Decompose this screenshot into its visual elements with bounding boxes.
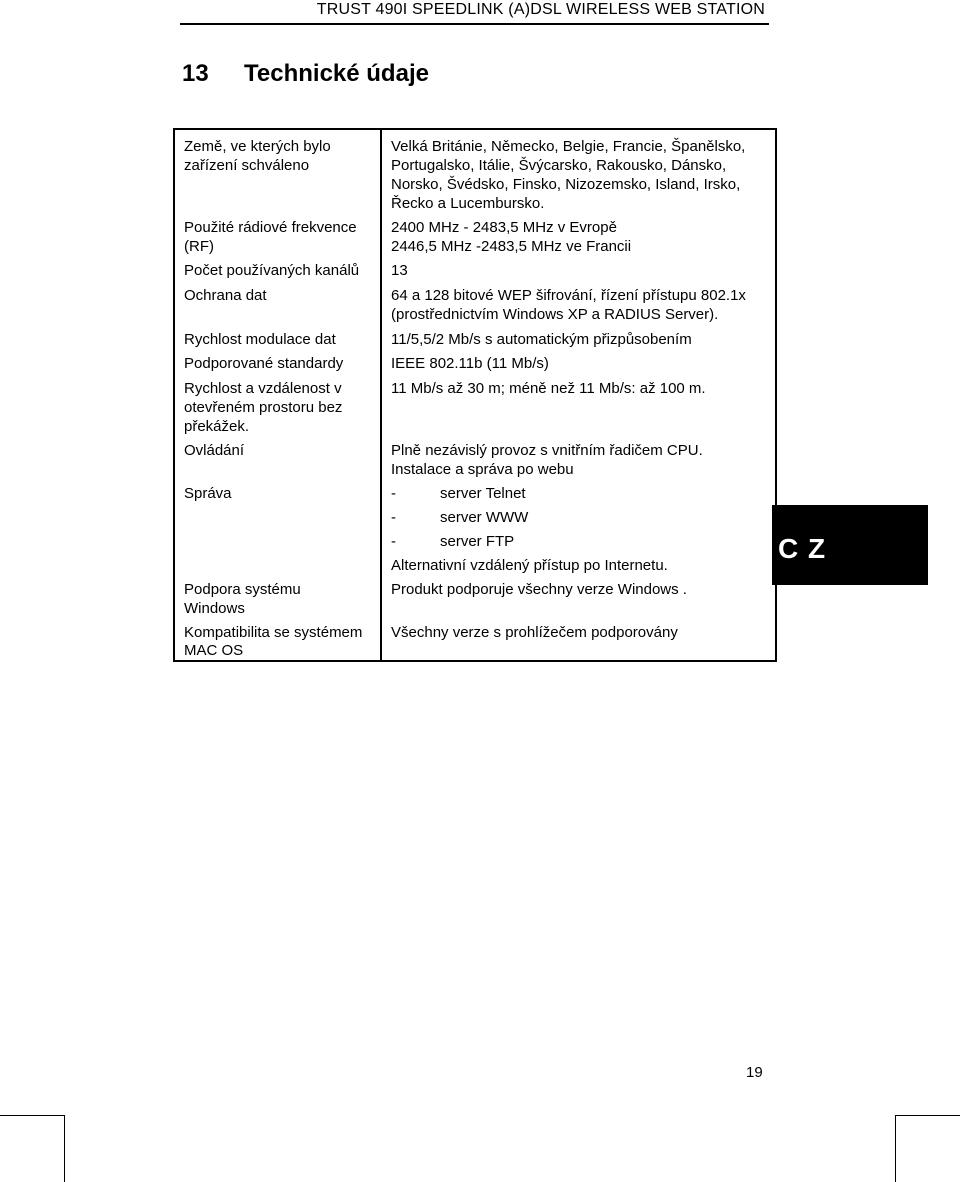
channels-label: Počet používaných kanálů [184, 262, 360, 279]
crop-mark [895, 1115, 960, 1116]
running-header: TRUST 490I SPEEDLINK (A)DSL WIRELESS WEB STATION [316, 1, 765, 18]
management-item-ftp: server FTP [440, 533, 515, 550]
channels-value: 13 [391, 262, 408, 279]
management-bullet: - [391, 509, 396, 526]
management-bullet: - [391, 533, 396, 550]
management-bullet: - [391, 485, 396, 502]
crop-mark [0, 1115, 64, 1116]
management-note: Alternativní vzdálený přístup po Internetu. [391, 557, 668, 574]
range-label-line-2: otevřeném prostoru bez [184, 399, 343, 416]
frequency-label-line-2: (RF) [184, 238, 214, 255]
frequency-label-line-1: Použité rádiové frekvence [184, 219, 357, 236]
section-heading [182, 60, 429, 88]
crop-mark [64, 1115, 65, 1182]
mac-label-line-1: Kompatibilita se systémem [184, 624, 363, 641]
countries-value-line-1: Velká Británie, Německo, Belgie, Francie, Španělsko, [391, 138, 746, 155]
page-number: 19 [746, 1064, 763, 1081]
countries-label-line-2: zařízení schváleno [184, 157, 310, 174]
modulation-value: 11/5,5/2 Mb/s s automatickým přizpůsobením [391, 331, 692, 348]
range-label-line-3: překážek. [184, 418, 250, 435]
frequency-value-line-2: 2446,5 MHz -2483,5 MHz ve Francii [391, 238, 632, 255]
control-value-line-2: Instalace a správa po webu [391, 461, 574, 478]
range-label-line-1: Rychlost a vzdálenost v [184, 380, 342, 397]
countries-value-line-3: Norsko, Švédsko, Finsko, Nizozemsko, Island, Irsko, [391, 176, 741, 193]
language-tab-label: C Z [778, 533, 827, 564]
windows-value: Produkt podporuje všechny verze Windows . [391, 581, 687, 598]
security-value-line-2: (prostřednictvím Windows XP a RADIUS Server). [391, 306, 719, 323]
windows-label-line-1: Podpora systému [184, 581, 301, 598]
control-label: Ovládání [184, 442, 245, 459]
mac-label-line-2: MAC OS [184, 642, 244, 659]
frequency-value-line-1: 2400 MHz - 2483,5 MHz v Evropě [391, 219, 617, 236]
management-label: Správa [184, 485, 232, 502]
range-value: 11 Mb/s až 30 m; méně než 11 Mb/s: až 100 m. [391, 380, 706, 397]
windows-label-line-2: Windows [184, 600, 245, 617]
section-title: Technické údaje [244, 60, 429, 87]
section-number: 13 [182, 60, 209, 87]
standards-label: Podporované standardy [184, 355, 344, 372]
control-value-line-1: Plně nezávislý provoz s vnitřním řadičem CPU. [391, 442, 703, 459]
countries-value-line-4: Řecko a Lucembursko. [391, 195, 545, 212]
management-item-www: server WWW [440, 509, 529, 526]
modulation-label: Rychlost modulace dat [184, 331, 336, 348]
countries-value-line-2: Portugalsko, Itálie, Švýcarsko, Rakousko, Dánsko, [391, 157, 727, 174]
language-tab [772, 505, 928, 585]
standards-value: IEEE 802.11b (11 Mb/s) [391, 355, 549, 372]
security-label: Ochrana dat [184, 287, 267, 304]
security-value-line-1: 64 a 128 bitové WEP šifrování, řízení přístupu 802.1x [391, 287, 746, 304]
mac-value: Všechny verze s prohlížečem podporovány [391, 624, 678, 641]
header-rule [180, 23, 769, 25]
spec-table-divider [380, 128, 382, 660]
crop-mark [895, 1115, 896, 1182]
countries-label-line-1: Země, ve kterých bylo [184, 138, 331, 155]
management-item-telnet: server Telnet [440, 485, 526, 502]
